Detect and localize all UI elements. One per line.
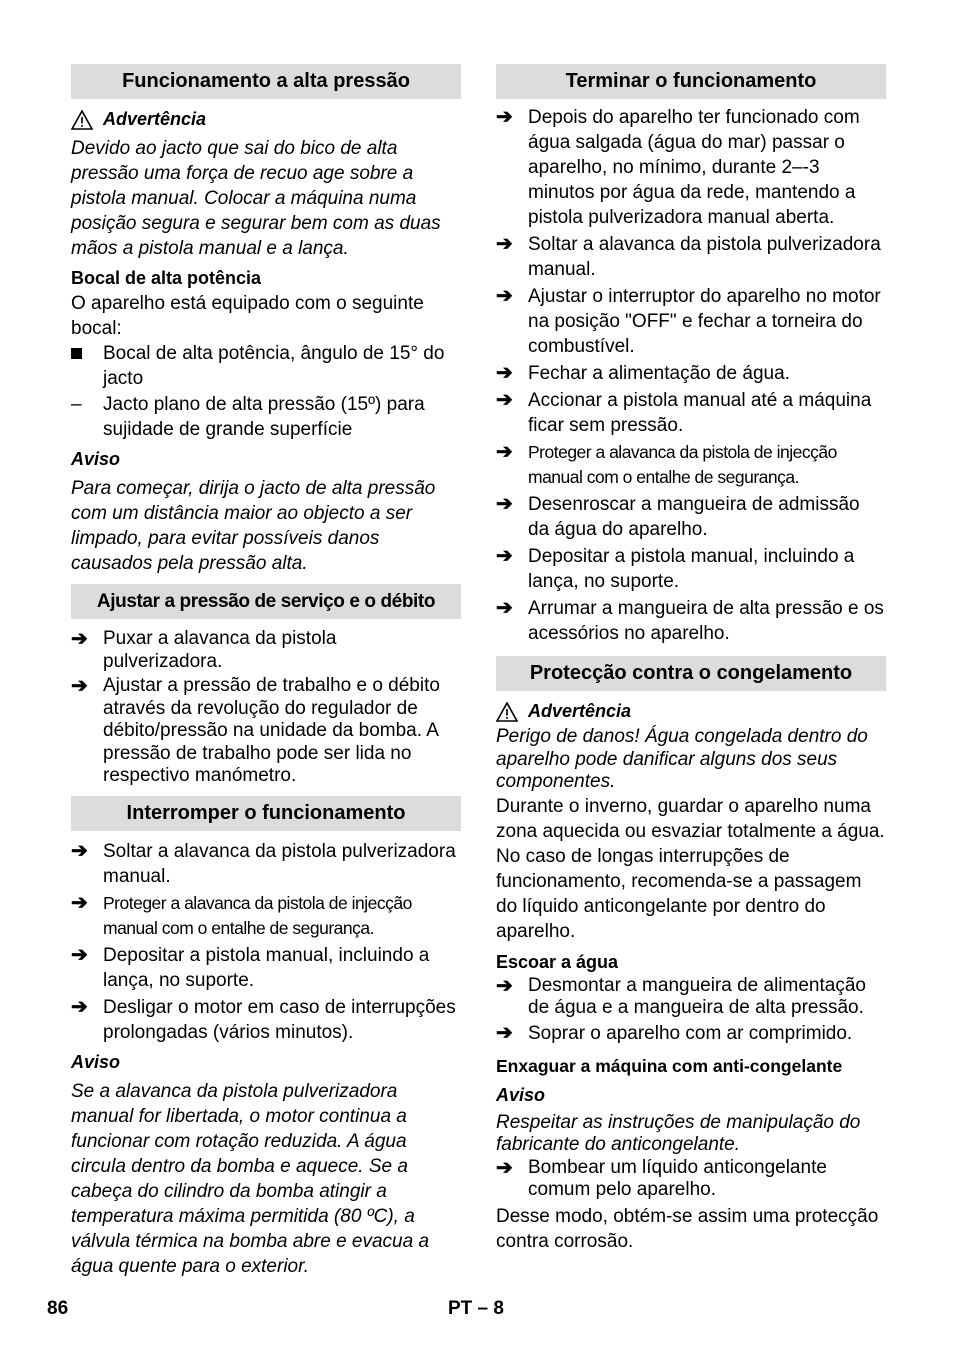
arrow-icon: ➔ [496,597,513,619]
list-item: ➔ Soprar o aparelho com ar comprimido. [496,1021,853,1044]
section-heading-high-pressure: Funcionamento a alta pressão [71,64,461,99]
warning-label [71,107,461,132]
notice-title: Aviso [71,1051,121,1072]
warning-triangle-icon [496,702,518,722]
arrow-icon: ➔ [496,1021,513,1044]
list-item: Bocal de alta potência, ângulo de 15° do jacto [71,341,461,391]
list-item: ➔ Ajustar o interruptor do aparelho no motor na posição "OFF" e fechar a torneira do combustível. [496,285,881,357]
final-text: Desse modo, obtém-se assim uma protecção contra corrosão. [496,1205,879,1252]
arrow-icon: ➔ [71,891,88,914]
warning-label [496,699,886,724]
arrow-icon: ➔ [496,441,513,463]
arrow-icon: ➔ [496,493,513,515]
list-item: ➔ Depositar a pistola manual, incluindo a lança, no suporte. [496,545,855,592]
section-heading-frost: Protecção contra o congelamento [496,656,886,691]
arrow-icon: ➔ [71,943,88,966]
warning-title: Advertência [103,109,207,129]
arrow-icon: ➔ [71,839,88,862]
list-item: ➔ Proteger a alavanca da pistola de injecção manual com o entalhe de segurança. [71,891,461,941]
list-item: ➔ Desenroscar a mangueira de admissão da água do aparelho. [496,493,860,540]
list-item: ➔ Fechar a alimentação de água. [496,362,790,384]
warning-text: Perigo de danos! Água congelada dentro do aparelho pode danificar alguns dos seus componentes. [496,726,868,792]
arrow-icon: ➔ [496,1156,513,1179]
arrow-icon: ➔ [496,106,513,128]
subheading-bocal: Bocal de alta potência [71,268,262,288]
subheading-rinse: Enxaguar a máquina com anti-congelante [496,1055,843,1076]
list-item: ➔ Desmontar a mangueira de alimentação de água e a mangueira de alta pressão. [496,974,866,1018]
notice-text: Se a alavanca da pistola pulverizadora manual for libertada, o motor continua a funcionar com rotação reduzida. A água circula dentro da bomba e aquece. Se a cabeça do cilindro da bomba atingir a temperatura máxima permitida (80 ºC), a válvula térmica na bomba abre e evacua a água quente para o exterior. [71,1080,430,1277]
warning-text: Devido ao jacto que sai do bico de alta pressão uma força de recuo age sobre a pistola manual. Colocar a máquina numa posição segura e segurar bem com as duas mãos a pistola manual e a lança. [71,138,441,259]
list-item: ➔ Proteger a alavanca da pistola de injecção manual com o entalhe de segurança. [496,440,886,490]
list-item: ➔ Arrumar a mangueira de alta pressão e os acessórios no aparelho. [496,597,884,644]
list-item: ➔ Accionar a pistola manual até a máquina ficar sem pressão. [496,389,872,436]
list-item: ➔ Puxar a alavanca da pistola pulverizadora. [71,628,337,672]
dash-bullet-icon: – [71,394,82,415]
warning-triangle-icon [71,110,93,130]
square-bullet-icon [71,348,82,359]
warning-title: Advertência [528,701,632,721]
winter-text: Durante o inverno, guardar o aparelho numa zona aquecida ou esvaziar totalmente a água. No caso de longas interrupções de funcionamento, recomenda-se a passagem do líquido anticongelante por dentro do aparelho. [496,795,885,942]
arrow-icon: ➔ [496,233,513,255]
language-page-label: PT – 8 [448,1298,504,1319]
arrow-icon: ➔ [71,675,88,697]
list-item: ➔ Depois do aparelho ter funcionado com água salgada (água do mar) passar o aparelho, no mínimo, durante 2–-3 minutos por água da rede, mantendo a pistola pulverizadora manual aberta. [496,106,860,228]
section-heading-finish: Terminar o funcionamento [496,64,886,99]
arrow-icon: ➔ [496,389,513,411]
arrow-icon: ➔ [496,362,513,384]
arrow-icon: ➔ [496,974,513,997]
notice-text: Para começar, dirija o jacto de alta pressão com um distância maior ao objecto a ser limpado, para evitar possíveis danos causados pela pressão alta. [71,478,436,574]
bocal-text: O aparelho está equipado com o seguinte bocal: [71,293,424,339]
notice-text: Respeitar as instruções de manipulação do fabricante do anticongelante. [496,1111,861,1155]
arrow-icon: ➔ [71,628,88,650]
notice-title: Aviso [71,449,121,469]
list-item: ➔ Ajustar a pressão de trabalho e o débito através da revolução do regulador de débito/pressão na unidade da bomba. A pressão de trabalho pode ser lida no respectivo manómetro. [71,675,440,786]
list-item: – Jacto plano de alta pressão (15º) para sujidade de grande superfície [71,394,425,440]
arrow-icon: ➔ [496,285,513,307]
list-item: ➔ Bombear um líquido anticongelante comum pelo aparelho. [496,1156,827,1200]
notice-title: Aviso [496,1084,546,1105]
list-item: ➔ Desligar o motor em caso de interrupções prolongadas (vários minutos). [71,995,456,1043]
section-heading-pressure-flow: Ajustar a pressão de serviço e o débito [71,584,461,619]
page-number: 86 [47,1298,69,1319]
list-item: ➔ Depositar a pistola manual, incluindo a lança, no suporte. [71,943,430,991]
subheading-drain: Escoar a água [496,951,619,972]
left-column [71,64,461,1279]
list-item: ➔ Soltar a alavanca da pistola pulverizadora manual. [71,839,456,887]
arrow-icon: ➔ [496,545,513,567]
right-column [496,64,886,1254]
section-heading-interrupt: Interromper o funcionamento [71,796,461,831]
list-item: ➔ Soltar a alavanca da pistola pulverizadora manual. [496,233,881,280]
arrow-icon: ➔ [71,995,88,1018]
